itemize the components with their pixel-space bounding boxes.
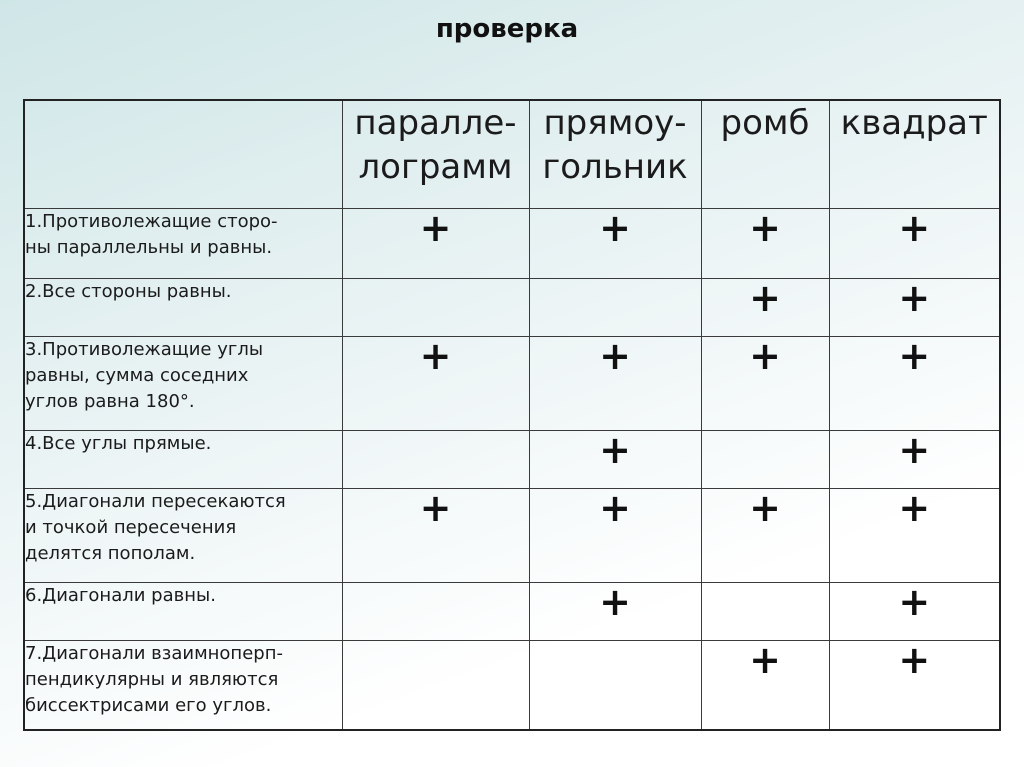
mark-cell: + bbox=[701, 278, 829, 336]
mark-cell: + bbox=[829, 278, 1000, 336]
header-parallelogram-line1: паралле- bbox=[354, 103, 517, 143]
mark-cell: + bbox=[701, 488, 829, 582]
table-row bbox=[24, 336, 1000, 430]
header-square-line1: квадрат bbox=[840, 103, 988, 143]
criterion-cell bbox=[24, 640, 342, 730]
header-corner-cell bbox=[24, 100, 342, 208]
mark-cell: + bbox=[829, 336, 1000, 430]
header-rhombus-line1: ромб bbox=[720, 103, 810, 143]
header-row bbox=[24, 100, 1000, 208]
criterion-line: и точкой пересечения bbox=[25, 516, 237, 538]
mark-cell bbox=[701, 430, 829, 488]
mark-cell: + bbox=[529, 430, 701, 488]
criterion-cell bbox=[24, 582, 342, 640]
mark-cell: + bbox=[829, 430, 1000, 488]
criterion-line: углов равна 180°. bbox=[25, 390, 195, 412]
mark-cell bbox=[701, 582, 829, 640]
criterion-line: пендикулярны и являются bbox=[25, 668, 279, 690]
header-rectangle bbox=[529, 100, 701, 208]
mark-cell: + bbox=[342, 336, 529, 430]
table-row bbox=[24, 278, 1000, 336]
table-row bbox=[24, 488, 1000, 582]
criterion-cell bbox=[24, 336, 342, 430]
criterion-line: 3.Противолежащие углы bbox=[25, 338, 264, 360]
mark-cell bbox=[342, 640, 529, 730]
mark-cell: + bbox=[342, 488, 529, 582]
mark-cell: + bbox=[529, 208, 701, 278]
criterion-line: 2.Все стороны равны. bbox=[25, 280, 232, 302]
criterion-line: равны, сумма соседних bbox=[25, 364, 249, 386]
criterion-line: биссектрисами его углов. bbox=[25, 694, 272, 716]
criterion-line: делятся пополам. bbox=[25, 542, 196, 564]
table-row bbox=[24, 640, 1000, 730]
mark-cell: + bbox=[529, 336, 701, 430]
criterion-line: 5.Диагонали пересекаются bbox=[25, 490, 286, 512]
table-row bbox=[24, 582, 1000, 640]
mark-cell: + bbox=[701, 208, 829, 278]
header-parallelogram bbox=[342, 100, 529, 208]
mark-cell: + bbox=[829, 582, 1000, 640]
criterion-cell bbox=[24, 278, 342, 336]
properties-table bbox=[23, 99, 1001, 731]
mark-cell: + bbox=[829, 488, 1000, 582]
mark-cell bbox=[529, 278, 701, 336]
mark-cell: + bbox=[701, 640, 829, 730]
criterion-line: ны параллельны и равны. bbox=[25, 236, 273, 258]
mark-cell bbox=[529, 640, 701, 730]
mark-cell: + bbox=[342, 208, 529, 278]
mark-cell: + bbox=[529, 582, 701, 640]
header-rectangle-line2: гольник bbox=[542, 147, 688, 187]
mark-cell bbox=[342, 278, 529, 336]
header-square bbox=[829, 100, 1000, 208]
mark-cell: + bbox=[529, 488, 701, 582]
criterion-cell bbox=[24, 208, 342, 278]
table-row bbox=[24, 430, 1000, 488]
page-title: проверка bbox=[435, 14, 579, 44]
header-rectangle-line1: прямоу- bbox=[543, 103, 687, 143]
criterion-line: 4.Все углы прямые. bbox=[25, 432, 212, 454]
table-row bbox=[24, 208, 1000, 278]
header-rhombus bbox=[701, 100, 829, 208]
criterion-cell bbox=[24, 488, 342, 582]
mark-cell bbox=[342, 430, 529, 488]
mark-cell: + bbox=[829, 640, 1000, 730]
mark-cell: + bbox=[829, 208, 1000, 278]
criterion-line: 7.Диагонали взаимноперп- bbox=[25, 642, 283, 664]
mark-cell bbox=[342, 582, 529, 640]
mark-cell: + bbox=[701, 336, 829, 430]
header-parallelogram-line2: лограмм bbox=[358, 147, 513, 187]
criterion-cell bbox=[24, 430, 342, 488]
criterion-line: 1.Противолежащие сторо- bbox=[25, 210, 278, 232]
criterion-line: 6.Диагонали равны. bbox=[25, 584, 216, 606]
